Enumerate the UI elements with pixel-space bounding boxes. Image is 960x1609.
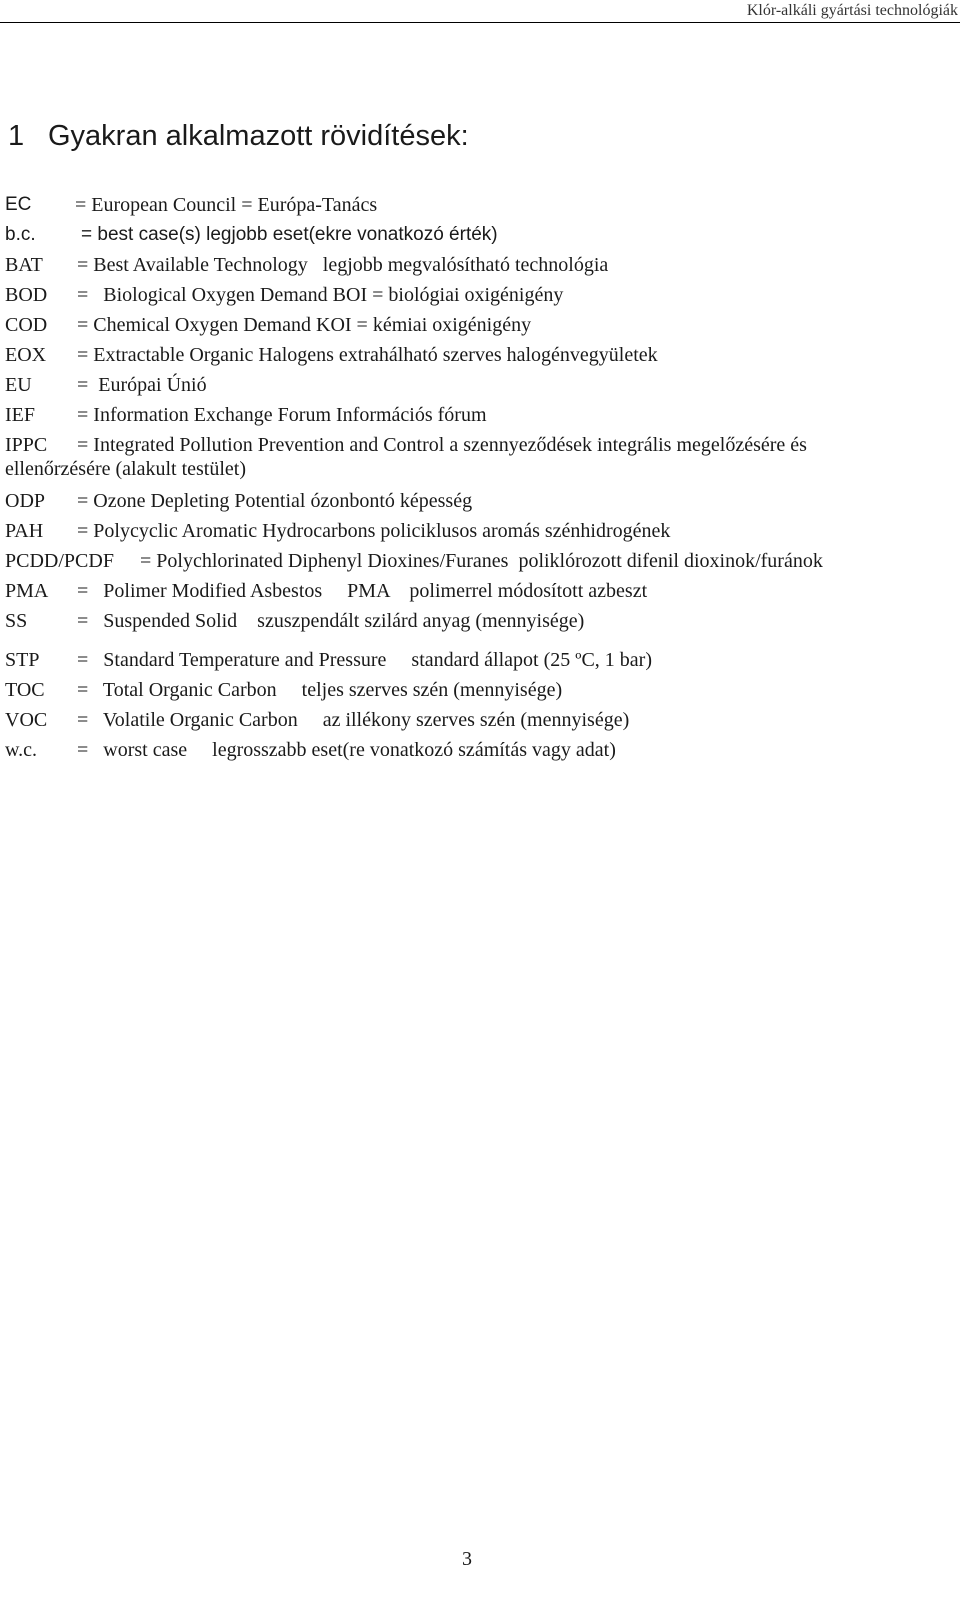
abbreviation-definition: = Polimer Modified Asbestos PMA polimerrel módosított azbeszt (77, 580, 648, 602)
abbreviation-term: STP (5, 649, 40, 671)
abbreviation-term: EU (5, 374, 32, 396)
abbreviation-term: EC (5, 194, 32, 215)
abbreviation-term: IPPC (5, 434, 48, 456)
abbreviation-term: BAT (5, 254, 43, 276)
abbreviation-definition: = Best Available Technology legjobb megvalósítható technológia (77, 254, 609, 276)
abbreviation-definition: = Európai Únió (77, 374, 207, 396)
abbreviation-definition: = Volatile Organic Carbon az illékony szerves szén (mennyisége) (77, 709, 630, 731)
page-number: 3 (462, 1548, 472, 1570)
abbreviation-definition-continuation: ellenőrzésére (alakult testület) (5, 458, 246, 480)
abbreviation-definition: = Information Exchange Forum Információs fórum (77, 404, 487, 426)
abbreviation-definition: = Ozone Depleting Potential ózonbontó képesség (77, 490, 473, 512)
abbreviation-definition: = Suspended Solid szuszpendált szilárd anyag (mennyisége) (77, 610, 585, 632)
section-title-text: Gyakran alkalmazott rövidítések: (48, 120, 469, 152)
abbreviation-term: IEF (5, 404, 35, 426)
abbreviation-definition: = Extractable Organic Halogens extrahálható szerves halogénvegyületek (77, 344, 658, 366)
abbreviation-term: PAH (5, 520, 44, 542)
abbreviation-term: w.c. (5, 739, 38, 761)
abbreviation-definition: = Polycyclic Aromatic Hydrocarbons policiklusos aromás szénhidrogének (77, 520, 671, 542)
abbreviation-row-ippc (5, 433, 950, 481)
abbreviation-term: ODP (5, 490, 46, 512)
abbreviation-term: VOC (5, 709, 48, 731)
abbreviation-term: BOD (5, 284, 48, 306)
abbreviation-term: EOX (5, 344, 47, 366)
abbreviation-definition: = worst case legrosszabb eset(re vonatkozó számítás vagy adat) (77, 739, 616, 761)
abbreviation-definition: = Polychlorinated Diphenyl Dioxines/Furanes poliklórozott difenil dioxinok/furánok (140, 550, 823, 572)
abbreviation-definition: = Chemical Oxygen Demand KOI = kémiai oxigénigény (77, 314, 532, 336)
abbreviation-term: b.c. (5, 224, 36, 245)
abbreviation-term: COD (5, 314, 48, 336)
abbreviation-definition: = Integrated Pollution Prevention and Control a szennyeződések integrális megelőzésére és (77, 434, 807, 456)
running-header-title: Klór-alkáli gyártási technológiák (746, 2, 958, 19)
running-header (0, 0, 960, 23)
abbreviation-term: PMA (5, 580, 49, 602)
abbreviation-term: PCDD/PCDF (5, 550, 114, 572)
section-number: 1 (8, 120, 25, 152)
abbreviation-definition: = Total Organic Carbon teljes szerves szén (mennyisége) (77, 679, 563, 701)
abbreviation-term: TOC (5, 679, 45, 701)
abbreviation-term: SS (5, 610, 28, 632)
section-title (8, 120, 469, 153)
abbreviation-definition: = European Council = Európa-Tanács (75, 194, 378, 216)
abbreviation-definition: = Biological Oxygen Demand BOI = biológiai oxigénigény (77, 284, 564, 306)
abbreviation-definition: = best case(s) legjobb eset(ekre vonatkozó érték) (81, 224, 498, 245)
abbreviation-definition: = Standard Temperature and Pressure standard állapot (25 ºC, 1 bar) (77, 649, 652, 671)
